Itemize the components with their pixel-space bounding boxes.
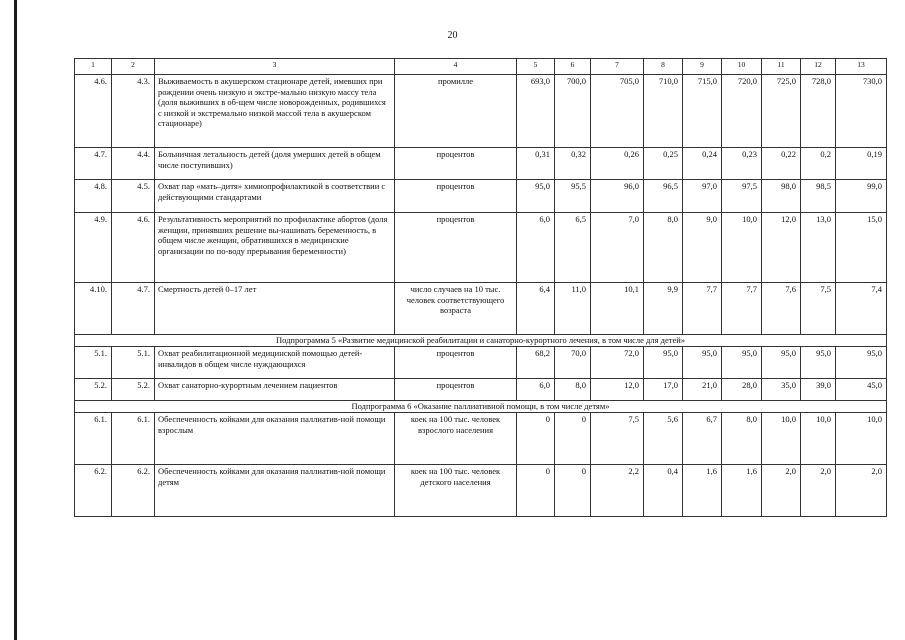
year-value: 9,0: [683, 213, 722, 283]
year-value: 95,0: [762, 347, 801, 379]
header-cell: 12: [801, 59, 836, 75]
year-value: 0,24: [683, 148, 722, 180]
year-value: 2,0: [801, 465, 836, 517]
header-cell: 10: [722, 59, 762, 75]
year-value: 28,0: [722, 379, 762, 401]
year-value: 98,0: [762, 180, 801, 213]
year-value: 97,5: [722, 180, 762, 213]
header-cell: 7: [591, 59, 644, 75]
unit-of-measure: процентов: [395, 148, 517, 180]
subindicator-number: 5.1.: [112, 347, 155, 379]
year-value: 1,6: [683, 465, 722, 517]
year-value: 95,0: [722, 347, 762, 379]
year-value: 11,0: [555, 283, 591, 335]
year-value: 0,26: [591, 148, 644, 180]
indicator-number: 5.2.: [75, 379, 112, 401]
year-value: 730,0: [836, 75, 887, 148]
year-value: 10,0: [762, 413, 801, 465]
year-value: 7,5: [801, 283, 836, 335]
unit-of-measure: процентов: [395, 379, 517, 401]
year-value: 39,0: [801, 379, 836, 401]
year-value: 15,0: [836, 213, 887, 283]
year-value: 21,0: [683, 379, 722, 401]
year-value: 0,32: [555, 148, 591, 180]
year-value: 693,0: [517, 75, 555, 148]
year-value: 6,5: [555, 213, 591, 283]
year-value: 97,0: [683, 180, 722, 213]
year-value: 0,31: [517, 148, 555, 180]
unit-of-measure: процентов: [395, 180, 517, 213]
year-value: 705,0: [591, 75, 644, 148]
header-cell: 8: [644, 59, 683, 75]
year-value: 710,0: [644, 75, 683, 148]
indicator-name: Охват пар «мать–дитя» химиопрофилактикой в соответствии с действующими стандартами: [155, 180, 395, 213]
unit-of-measure: число случаев на 10 тыс. человек соответствующего возраста: [395, 283, 517, 335]
year-value: 720,0: [722, 75, 762, 148]
year-value: 10,1: [591, 283, 644, 335]
year-value: 2,2: [591, 465, 644, 517]
header-cell: 4: [395, 59, 517, 75]
table-row: [75, 379, 887, 401]
year-value: 72,0: [591, 347, 644, 379]
year-value: 17,0: [644, 379, 683, 401]
year-value: 95,0: [644, 347, 683, 379]
subindicator-number: 4.4.: [112, 148, 155, 180]
year-value: 0,4: [644, 465, 683, 517]
year-value: 12,0: [762, 213, 801, 283]
year-value: 45,0: [836, 379, 887, 401]
year-value: 0,2: [801, 148, 836, 180]
indicator-name: Обеспеченность койками для оказания паллиатив-ной помощи взрослым: [155, 413, 395, 465]
table-row: [75, 75, 887, 148]
subindicator-number: 4.6.: [112, 213, 155, 283]
indicator-number: 4.7.: [75, 148, 112, 180]
year-value: 725,0: [762, 75, 801, 148]
unit-of-measure: промилле: [395, 75, 517, 148]
table-row: [75, 148, 887, 180]
table-row: [75, 465, 887, 517]
indicator-name: Смертность детей 0–17 лет: [155, 283, 395, 335]
header-cell: 11: [762, 59, 801, 75]
year-value: 7,7: [683, 283, 722, 335]
year-value: 95,5: [555, 180, 591, 213]
year-value: 10,0: [722, 213, 762, 283]
year-value: 98,5: [801, 180, 836, 213]
subprogram-header-row: [75, 335, 887, 347]
year-value: 7,7: [722, 283, 762, 335]
indicator-number: 4.10.: [75, 283, 112, 335]
indicator-number: 4.6.: [75, 75, 112, 148]
year-value: 0,23: [722, 148, 762, 180]
table-row: [75, 347, 887, 379]
indicators-table: [74, 58, 887, 517]
year-value: 5,6: [644, 413, 683, 465]
unit-of-measure: процентов: [395, 347, 517, 379]
year-value: 715,0: [683, 75, 722, 148]
indicator-name: Результативность мероприятий по профилактике абортов (доля женщин, принявших решение вы-нашивать беременность, в общем числе женщин, обратившихся в медицинские организации по по-воду прерывания беременности): [155, 213, 395, 283]
header-cell: 1: [75, 59, 112, 75]
year-value: 95,0: [683, 347, 722, 379]
year-value: 7,6: [762, 283, 801, 335]
year-value: 10,0: [836, 413, 887, 465]
year-value: 96,5: [644, 180, 683, 213]
indicator-name: Выживаемость в акушерском стационаре детей, имевших при рождении очень низкую и экстре-мально низкую массу тела (доля выживших в об-щем числе новорожденных, родившихся с низкой и экстремально низкой массой тела в акушерском стационаре): [155, 75, 395, 148]
year-value: 6,7: [683, 413, 722, 465]
header-cell: 3: [155, 59, 395, 75]
page-number: 20: [447, 30, 458, 41]
year-value: 8,0: [722, 413, 762, 465]
year-value: 99,0: [836, 180, 887, 213]
year-value: 96,0: [591, 180, 644, 213]
year-value: 0: [555, 413, 591, 465]
table-row: [75, 213, 887, 283]
subprogram-title: Подпрограмма 6 «Оказание паллиативной помощи, в том числе детям»: [75, 401, 887, 413]
subindicator-number: 6.1.: [112, 413, 155, 465]
indicator-name: Обеспеченность койками для оказания паллиатив-ной помощи детям: [155, 465, 395, 517]
indicator-number: 4.9.: [75, 213, 112, 283]
indicator-number: 4.8.: [75, 180, 112, 213]
year-value: 0,22: [762, 148, 801, 180]
year-value: 6,4: [517, 283, 555, 335]
year-value: 68,2: [517, 347, 555, 379]
year-value: 12,0: [591, 379, 644, 401]
year-value: 7,4: [836, 283, 887, 335]
indicator-number: 6.2.: [75, 465, 112, 517]
header-row: [75, 59, 887, 75]
unit-of-measure: коек на 100 тыс. человек детского населения: [395, 465, 517, 517]
year-value: 6,0: [517, 213, 555, 283]
year-value: 10,0: [801, 413, 836, 465]
unit-of-measure: коек на 100 тыс. человек взрослого населения: [395, 413, 517, 465]
year-value: 728,0: [801, 75, 836, 148]
subindicator-number: 4.5.: [112, 180, 155, 213]
year-value: 95,0: [801, 347, 836, 379]
year-value: 0,19: [836, 148, 887, 180]
header-cell: 5: [517, 59, 555, 75]
year-value: 6,0: [517, 379, 555, 401]
year-value: 7,0: [591, 213, 644, 283]
year-value: 2,0: [836, 465, 887, 517]
year-value: 35,0: [762, 379, 801, 401]
year-value: 2,0: [762, 465, 801, 517]
table-row: [75, 413, 887, 465]
year-value: 0: [517, 413, 555, 465]
indicator-name: Больничная летальность детей (доля умерших детей в общем числе поступивших): [155, 148, 395, 180]
year-value: 1,6: [722, 465, 762, 517]
year-value: 9,9: [644, 283, 683, 335]
year-value: 95,0: [836, 347, 887, 379]
indicator-number: 6.1.: [75, 413, 112, 465]
year-value: 8,0: [555, 379, 591, 401]
subindicator-number: 6.2.: [112, 465, 155, 517]
subindicator-number: 4.7.: [112, 283, 155, 335]
indicator-number: 5.1.: [75, 347, 112, 379]
year-value: 0,25: [644, 148, 683, 180]
year-value: 0: [555, 465, 591, 517]
indicator-name: Охват реабилитационной медицинской помощью детей-инвалидов в общем числе нуждающихся: [155, 347, 395, 379]
table-row: [75, 180, 887, 213]
subprogram-title: Подпрограмма 5 «Развитие медицинской реабилитации и санаторно-курортного лечения, в том числе для детей»: [75, 335, 887, 347]
indicator-name: Охват санаторно-курортным лечением пациентов: [155, 379, 395, 401]
year-value: 0: [517, 465, 555, 517]
subindicator-number: 5.2.: [112, 379, 155, 401]
year-value: 7,5: [591, 413, 644, 465]
subprogram-header-row: [75, 401, 887, 413]
left-margin-bar: [14, 0, 17, 640]
header-cell: 2: [112, 59, 155, 75]
header-cell: 9: [683, 59, 722, 75]
header-cell: 6: [555, 59, 591, 75]
year-value: 700,0: [555, 75, 591, 148]
year-value: 70,0: [555, 347, 591, 379]
header-cell: 13: [836, 59, 887, 75]
year-value: 13,0: [801, 213, 836, 283]
year-value: 95,0: [517, 180, 555, 213]
year-value: 8,0: [644, 213, 683, 283]
unit-of-measure: процентов: [395, 213, 517, 283]
subindicator-number: 4.3.: [112, 75, 155, 148]
table-row: [75, 283, 887, 335]
